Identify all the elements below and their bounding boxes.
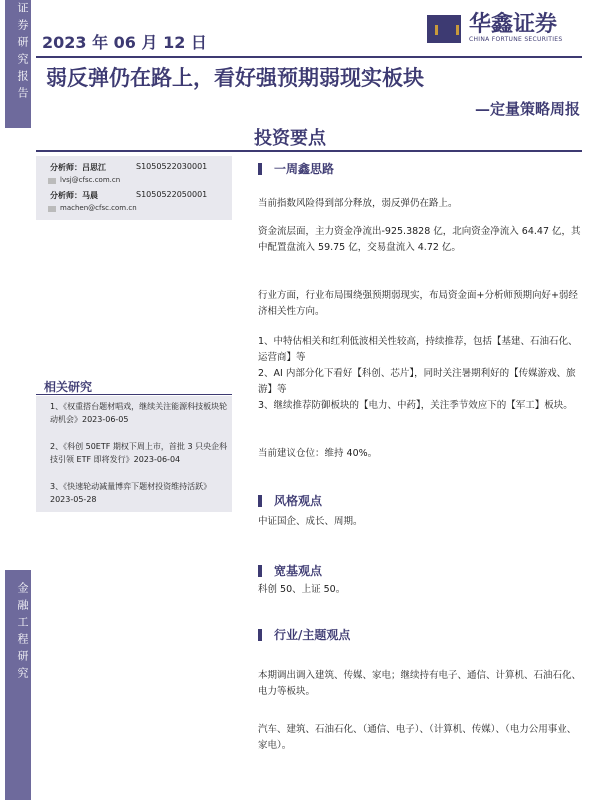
weekly-paragraph: 当前建议仓位：维持 40%。: [258, 448, 378, 459]
analyst-cert: S1050522050001: [136, 190, 208, 199]
related-item[interactable]: 3、《快速轮动减量博弈下题材投资维持活跃》2023-05-28: [50, 482, 212, 504]
heading-bar: [258, 629, 262, 641]
weekly-thoughts-heading: [258, 160, 334, 177]
section-divider: [36, 150, 582, 152]
weekly-paragraph: 资金流层面，主力资金净流出-925.3828 亿，北向资金净流入 64.47 亿，其中配置盘流入 59.75 亿，交易盘流入 4.72 亿。: [258, 226, 581, 253]
style-heading: [258, 492, 322, 509]
industry-paragraph: 汽车、建筑、石油石化、（通信、电子）、（计算机、传媒）、（电力公用事业、家电）。: [258, 724, 577, 751]
report-subtitle: —定量策略周报: [474, 100, 580, 118]
analyst-box: [36, 156, 232, 220]
weekly-paragraph: 2、AI 内部分化下看好【科创、芯片】，同时关注暑期利好的【传媒游戏、旅游】等: [258, 368, 576, 395]
analyst-name: 分析师：马晨: [50, 191, 98, 200]
report-category-label: 金融工程研究: [16, 582, 29, 684]
related-research-box: [36, 396, 232, 512]
broad-base-heading: [258, 562, 322, 579]
report-type-label: 证券研究报告: [16, 2, 29, 104]
weekly-paragraph: 3、继续推荐防御板块的【电力、中药】，关注季节效应下的【军工】板块。: [258, 400, 573, 411]
email-icon: [48, 206, 56, 212]
heading-text: 行业/主题观点: [274, 628, 351, 642]
company-logo: [427, 14, 562, 43]
side-strip-bottom: [5, 570, 31, 800]
logo-en: CHINA FORTUNE SECURITIES: [469, 36, 563, 43]
heading-bar: [258, 565, 262, 577]
heading-text: 一周鑫思路: [274, 162, 335, 176]
heading-text: 风格观点: [274, 494, 323, 508]
analyst-2: [50, 190, 98, 201]
report-date: 2023 年 06 月 12 日: [42, 33, 207, 52]
report-title: 弱反弹仍在路上，看好强预期弱现实板块: [46, 65, 424, 90]
analyst-email[interactable]: machen@cfsc.com.cn: [60, 204, 137, 212]
weekly-paragraph: 行业方面，行业布局围绕强预期弱现实，布局资金面+分析师预期向好+弱经济相关性方向。: [258, 290, 578, 317]
analyst-name: 分析师：吕思江: [50, 163, 106, 172]
weekly-paragraph: 1、中特估相关和红利低波相关性较高，持续推荐，包括【基建、石油石化、运营商】等: [258, 336, 578, 363]
heading-text: 宽基观点: [274, 564, 323, 578]
analyst-1: [50, 162, 106, 173]
email-icon: [48, 178, 56, 184]
related-research-heading: 相关研究: [44, 380, 93, 394]
industry-heading: [258, 626, 350, 643]
section-title: 投资要点: [254, 128, 326, 149]
weekly-paragraph: 当前指数风险得到部分释放，弱反弹仍在路上。: [258, 198, 458, 209]
industry-paragraph: 本期调出调入建筑、传媒、家电；继续持有电子、通信、计算机、石油石化、电力等板块。: [258, 670, 582, 697]
related-item[interactable]: 2、《科创 50ETF 期权下周上市，首批 3 只央企科技引领 ETF 即将发行》2023-06-04: [50, 442, 228, 464]
broad-base-paragraph: 科创 50、上证 50。: [258, 584, 346, 595]
side-strip-top: [5, 0, 31, 128]
heading-bar: [258, 163, 262, 175]
logo-cn: 华鑫证券: [469, 12, 558, 37]
style-paragraph: 中证国企、成长、周期。: [258, 516, 363, 527]
analyst-email[interactable]: lvsj@cfsc.com.cn: [60, 176, 121, 184]
heading-bar: [258, 495, 262, 507]
related-divider: [36, 394, 232, 395]
side-strip: [0, 0, 30, 800]
logo-text: [469, 14, 562, 43]
header-divider: [36, 56, 582, 58]
analyst-cert: S1050522030001: [136, 162, 208, 171]
related-item[interactable]: 1、《权重搭台题材唱戏，继续关注能源科技板块轮动机会》2023-06-05: [50, 402, 228, 424]
logo-mark-icon: [427, 15, 461, 43]
